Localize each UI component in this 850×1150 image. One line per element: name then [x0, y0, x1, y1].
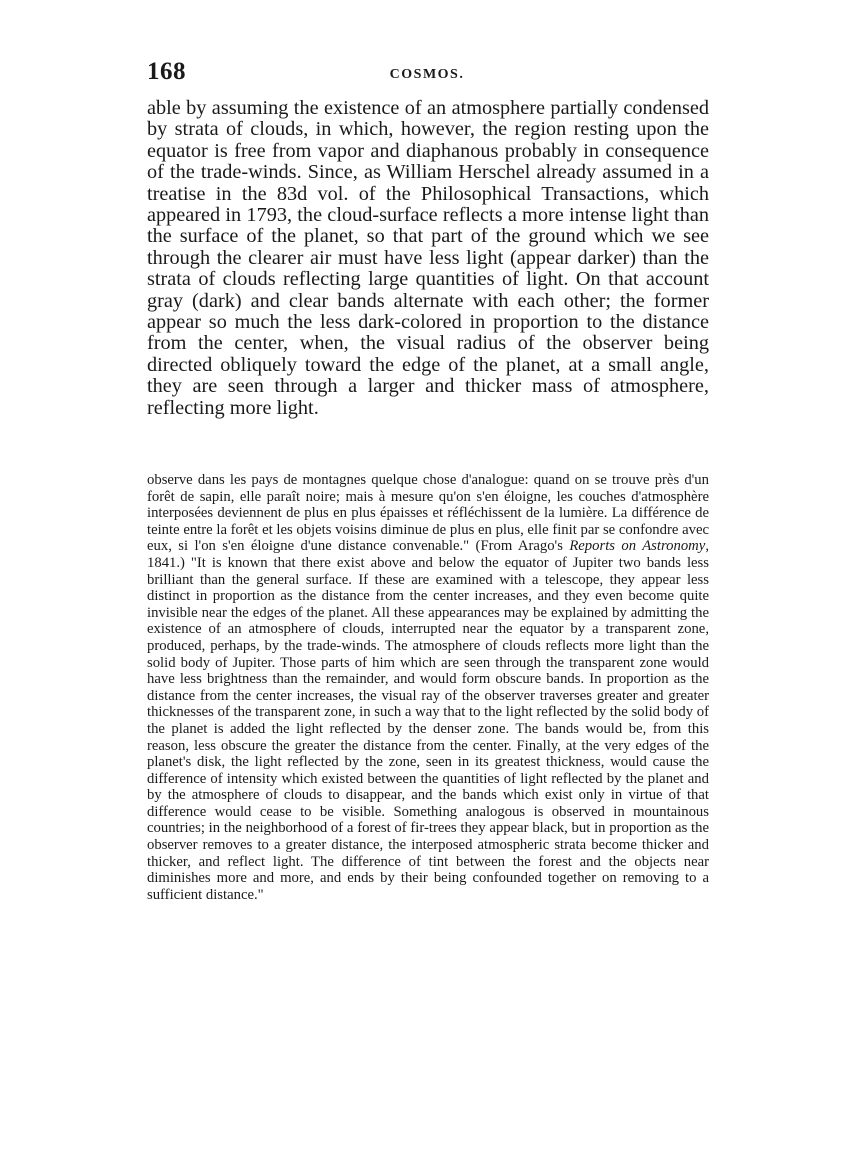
footnote-paragraph	[147, 472, 709, 903]
footnote-source-title: Reports on Astronomy	[569, 538, 706, 555]
running-head: COSMOS.	[389, 67, 465, 82]
page-header	[147, 58, 707, 90]
footnote-text-part2: , 1841.) "It is known that there exist above and below the equator of Jupiter two bands less brilliant than the general surface. If these are examined with a telescope, they appear less distinct in proportion as the distance from the center increases, and they even become quite invisible near the edges of the planet. All these appearances may be explained by admitting the existence of an atmosphere of clouds, interrupted near the equator by a transparent zone, produced, perhaps, by the trade-winds. The atmosphere of clouds reflects more light than the solid body of Jupiter. Those parts of him which are seen through the transparent zone would have less brightness than the remainder, and would form obscure bands. In proportion as the distance from the center increases, the visual ray of the observer traverses greater and greater thicknesses of the transparent zone, in such a way that to the light reflected by the solid body of the planet is added the light reflected by the denser zone. The bands would be, from this reason, less obscure the greater the distance from the center. Finally, at the very edges of the planet's disk, the light reflected by the zone, seen in its greatest thickness, would cause the difference of intensity which existed between the quantities of light reflected by the planet and by the atmosphere of clouds to disappear, and the bands which exist only in virtue of that difference would cease to be visible. Something analogous is observed in mountainous countries; in the neighborhood of a forest of fir-trees they appear black, but in proportion as the observer removes to a greater distance, the interposed atmospheric strata become thicker and thicker, and reflect light. The difference of tint between the forest and the objects near diminishes more and more, and ends by their being confounded together on removing to a sufficient distance."	[147, 538, 709, 903]
footnote-text-part1: observe dans les pays de montagnes quelque chose d'analogue: quand on se trouve près d'un forêt de sapin, elle paraît noire; mais à mesure qu'on s'en éloigne, les couches d'atmosphère interposées deviennent de plus en plus épaisses et réfléchissent de la lumière. La différence de teinte entre la forêt et les objets voisins diminue de plus en plus, elle finit par se confondre avec eux, si l'on s'en éloigne d'une distance convenable." (From Arago's	[147, 472, 709, 555]
main-text-paragraph: able by assuming the existence of an atmosphere partially condensed by strata of clouds, in which, however, the region resting upon the equator is free from vapor and diaphanous probably in consequence of the trade-winds. Since, as William Herschel already assumed in a treatise in the 83d vol. of the Philosophical Transactions, which appeared in 1793, the cloud-surface reflects a more intense light than the surface of the planet, so that part of the ground which we see through the clearer air must have less light (appear darker) than the strata of clouds reflecting large quantities of light. On that account gray (dark) and clear bands alternate with each other; the former appear so much the less dark-colored in proportion to the distance from the center, when, the visual radius of the observer being directed obliquely toward the edge of the planet, at a small angle, they are seen through a larger and thicker mass of atmosphere, reflecting more light.	[147, 97, 709, 419]
page-number: 168	[147, 58, 186, 85]
